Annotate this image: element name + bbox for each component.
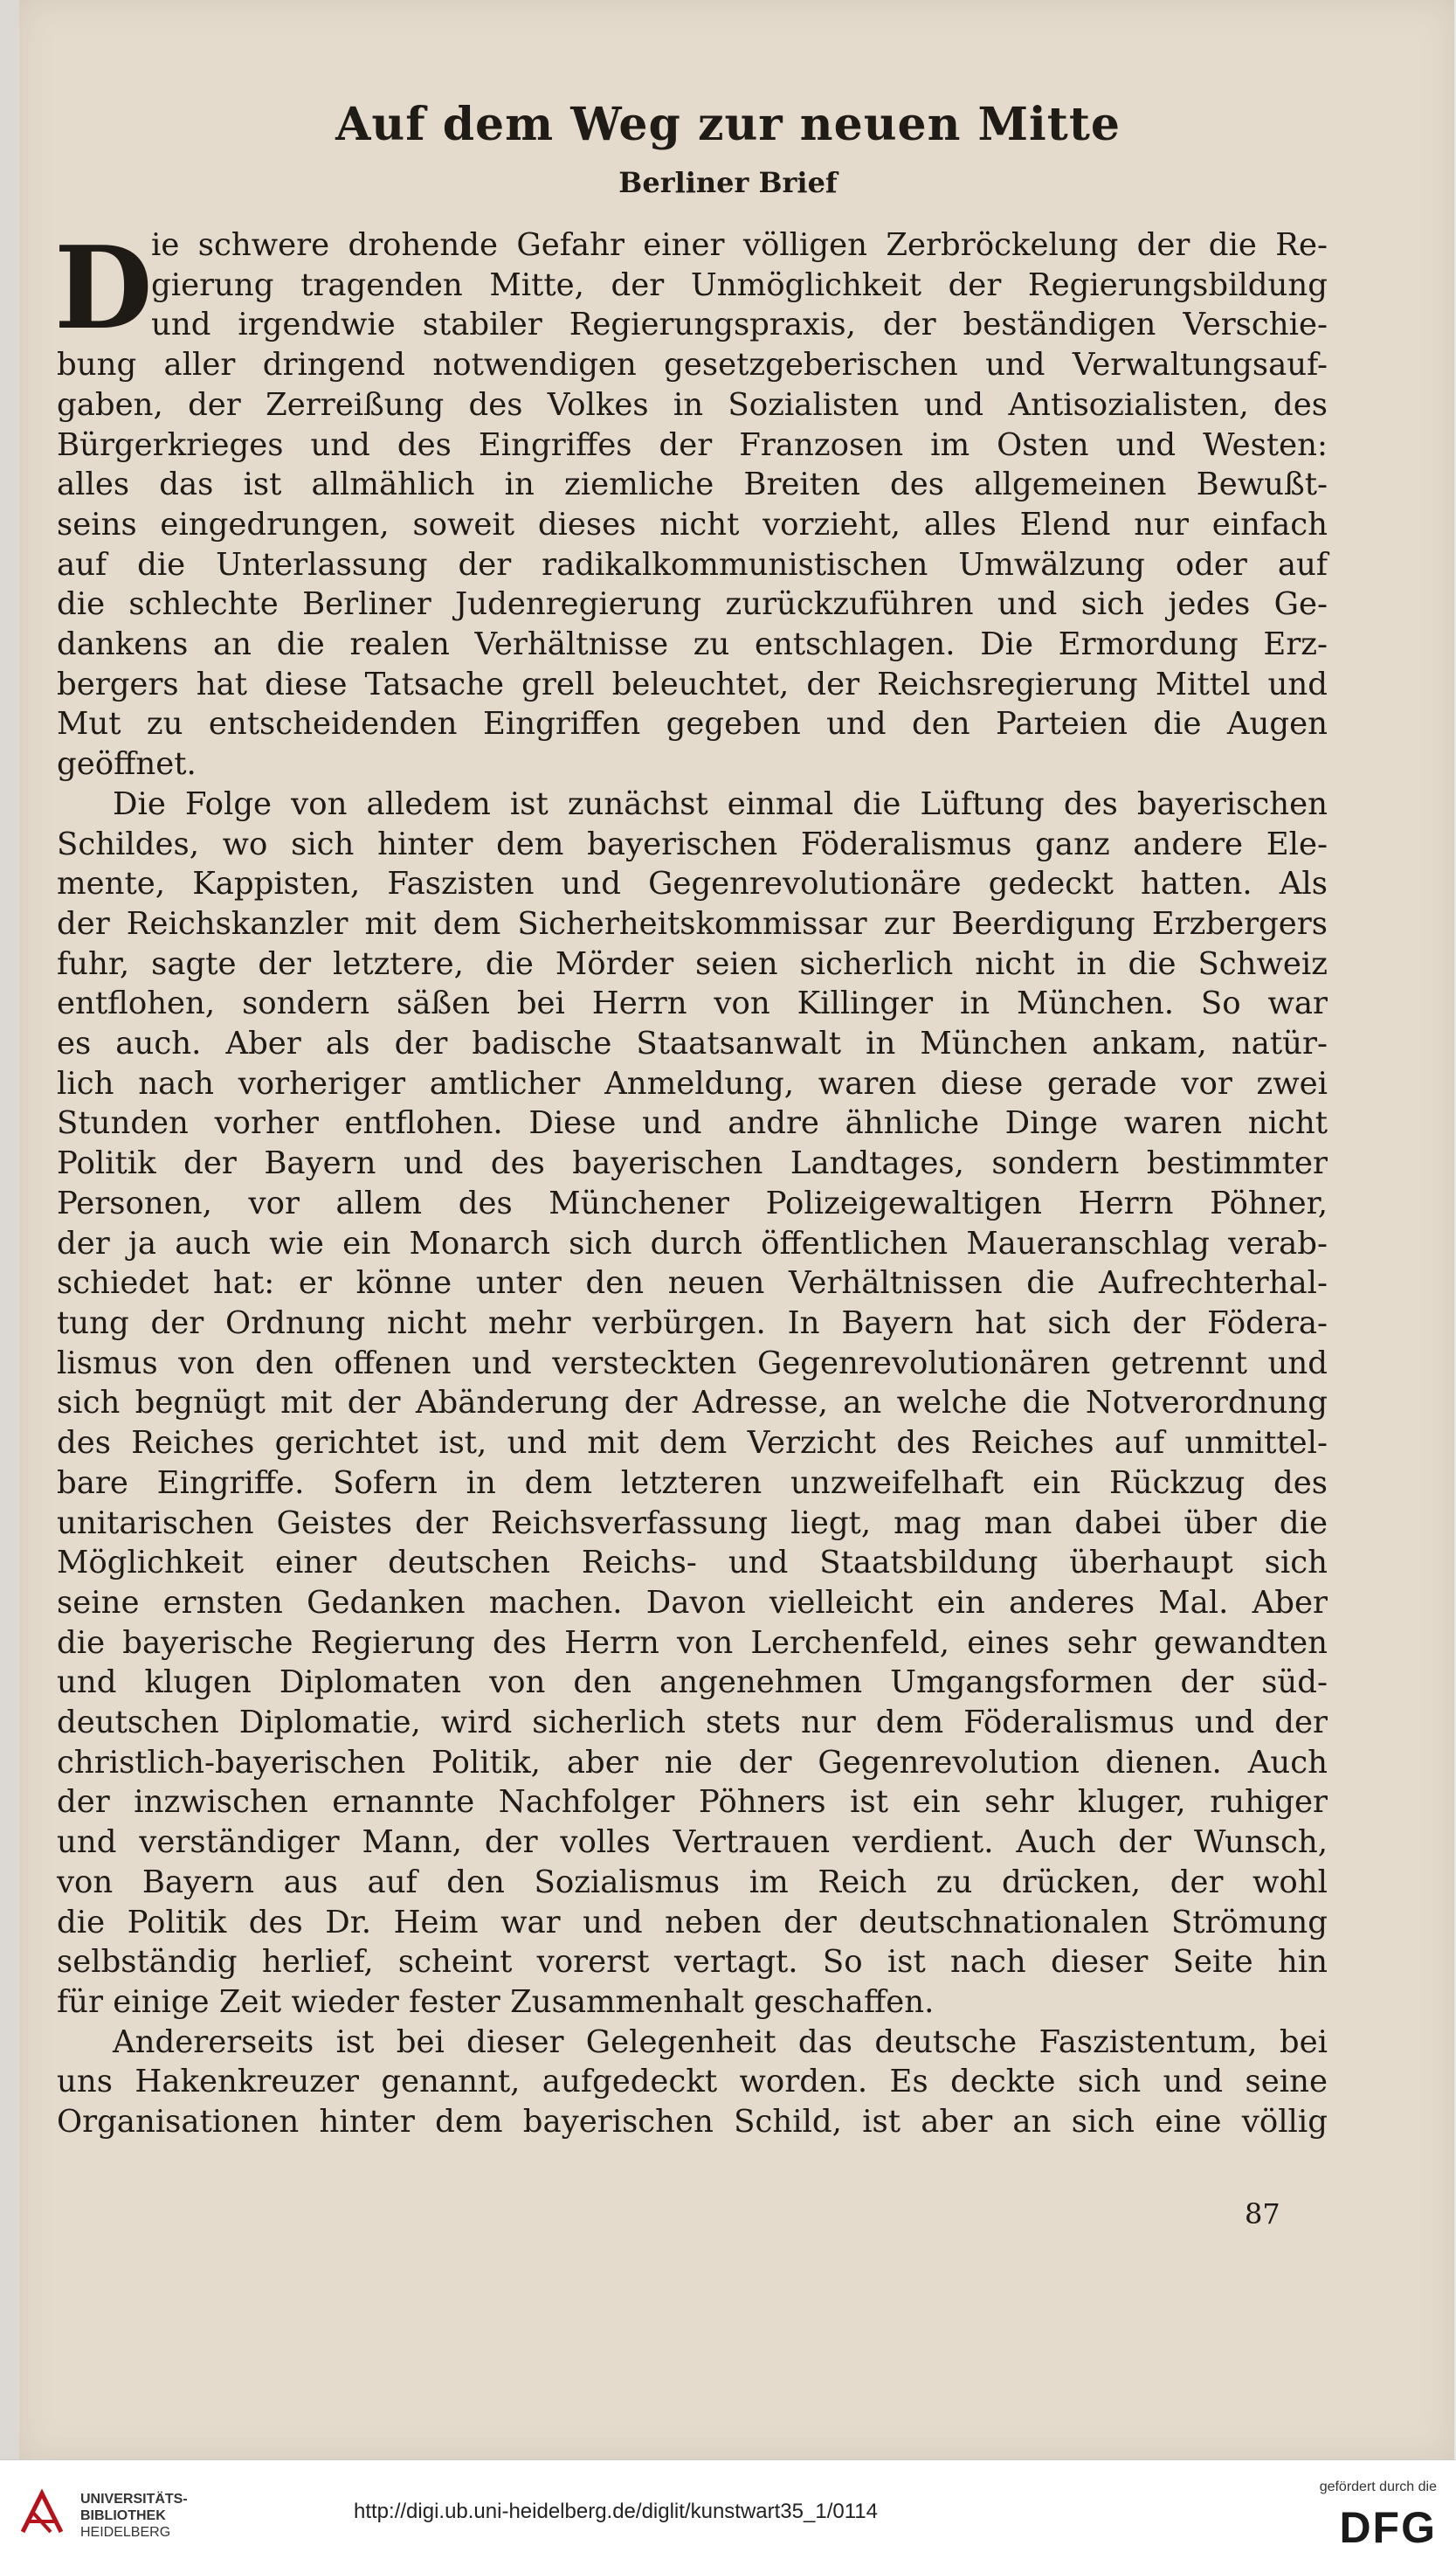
article-body (57, 225, 1328, 2142)
text-line: es auch. Aber als der badische Staatsanwalt in München ankam, natür- (57, 1026, 1328, 1062)
library-name (80, 2491, 188, 2541)
page-number: 87 (1245, 2197, 1280, 2231)
text-line: bung aller dringend notwendigen gesetzgeberischen und Verwaltungsauf- (57, 347, 1328, 384)
text-line: die schlechte Berliner Judenregierung zurückzuführen und sich jedes Ge- (57, 586, 1328, 623)
text-line: fuhr, sagte der letztere, die Mörder seien sicherlich nicht in die Schweiz (57, 945, 1328, 982)
text-line: auf die Unterlassung der radikalkommunistischen Umwälzung oder auf (57, 546, 1328, 583)
text-line: mente, Kappisten, Faszisten und Gegenrevolutionäre gedeckt hatten. Als (57, 866, 1328, 903)
text-line: und irgendwie stabiler Regierungspraxis, der beständigen Verschie- (151, 307, 1328, 343)
text-line: ie schwere drohende Gefahr einer völligen Zerbröckelung der die Re- (151, 227, 1328, 263)
text-line: geöffnet. (57, 746, 197, 783)
text-line: sich begnügt mit der Abänderung der Adresse, an welche die Notverordnung (57, 1385, 1328, 1421)
text-line: selbständig herlief, scheint vorerst vertagt. So ist nach dieser Seite hin (57, 1944, 1328, 1981)
university-library-logo-icon (16, 2486, 68, 2539)
text-line: deutschen Diplomatie, wird sicherlich stets nur dem Föderalismus und der (57, 1705, 1328, 1741)
text-line: christlich-bayerischen Politik, aber nie der Gegenrevolution dienen. Auch (57, 1744, 1328, 1781)
text-line: unitarischen Geistes der Reichsverfassung liegt, mag man dabei über die (57, 1504, 1328, 1541)
text-line: bergers hat diese Tatsache grell beleuchtet, der Reichsregierung Mittel und (57, 666, 1328, 702)
text-line: der ja auch wie ein Monarch sich durch öffentlichen Maueranschlag verab- (57, 1225, 1328, 1262)
article-title: Auf dem Weg zur neuen Mitte (335, 98, 1121, 151)
scan-edge (0, 0, 19, 2459)
text-line: des Reiches gerichtet ist, und mit dem Verzicht des Reiches auf unmittel- (57, 1425, 1328, 1462)
text-line: der Reichskanzler mit dem Sicherheitskommissar zur Beerdigung Erzbergers (57, 905, 1328, 942)
text-line: für einige Zeit wieder fester Zusammenhalt geschaffen. (57, 1983, 935, 2020)
text-line: gierung tragenden Mitte, der Unmöglichkeit der Regierungsbildung (151, 266, 1328, 303)
text-line: der inzwischen ernannte Nachfolger Pöhners ist ein sehr kluger, ruhiger (57, 1784, 1328, 1821)
text-line: entflohen, sondern säßen bei Herrn von Killinger in München. So war (57, 986, 1328, 1022)
drop-cap: D (54, 221, 153, 355)
text-line: seine ernsten Gedanken machen. Davon vielleicht ein anderes Mal. Aber (57, 1584, 1328, 1621)
text-line: dankens an die realen Verhältnisse zu entschlagen. Die Ermordung Erz- (57, 626, 1328, 663)
text-line: Organisationen hinter dem bayerischen Schild, ist aber an sich eine völlig (57, 2104, 1328, 2141)
text-line: tung der Ordnung nicht mehr verbürgen. In Bayern hat sich der Födera- (57, 1304, 1328, 1341)
text-line: gaben, der Zerreißung des Volkes in Sozialisten und Antisozialisten, des (57, 386, 1328, 423)
text-line: Mut zu entscheidenden Eingriffen gegeben und den Parteien die Augen (57, 706, 1328, 743)
text-line: und klugen Diplomaten von den angenehmen Umgangsformen der süd- (57, 1664, 1328, 1701)
text-line: Möglichkeit einer deutschen Reichs- und Staatsbildung überhaupt sich (57, 1545, 1328, 1581)
text-line: schiedet hat: er könne unter den neuen Verhältnissen die Aufrechterhal- (57, 1265, 1328, 1302)
viewer-footer (0, 2459, 1456, 2566)
text-line: die Politik des Dr. Heim war und neben der deutschnationalen Strömung (57, 1904, 1328, 1940)
library-name-line: UNIVERSITÄTS- (80, 2492, 188, 2507)
library-name-line: HEIDELBERG (80, 2525, 171, 2540)
text-line: Bürgerkrieges und des Eingriffes der Franzosen im Osten und Westen: (57, 426, 1328, 463)
funded-by-label: gefördert durch die (1319, 2480, 1437, 2494)
text-line: Andererseits ist bei dieser Gelegenheit das deutsche Faszistentum, bei (113, 2023, 1328, 2060)
text-line: Die Folge von alledem ist zunächst einmal die Lüftung des bayerischen (113, 785, 1328, 822)
permalink-link[interactable]: http://digi.ub.uni-heidelberg.de/diglit/kunstwart35_1/0114 (354, 2500, 878, 2523)
library-name-line: BIBLIOTHEK (80, 2508, 166, 2523)
text-line: Personen, vor allem des Münchener Polizeigewaltigen Herrn Pöhner, (57, 1185, 1328, 1221)
text-line: uns Hakenkreuzer genannt, aufgedeckt worden. Es deckte sich und seine (57, 2064, 1328, 2100)
text-line: Schildes, wo sich hinter dem bayerischen Föderalismus ganz andere Ele- (57, 826, 1328, 862)
text-line: die bayerische Regierung des Herrn von Lerchenfeld, eines sehr gewandten (57, 1624, 1328, 1661)
text-line: Politik der Bayern und des bayerischen Landtages, sondern bestimmter (57, 1145, 1328, 1182)
text-line: lich nach vorheriger amtlicher Anmeldung, waren diese gerade vor zwei (57, 1065, 1328, 1102)
dfg-logo: DFG (1339, 2503, 1437, 2552)
text-line: und verständiger Mann, der volles Vertrauen verdient. Auch der Wunsch, (57, 1824, 1328, 1861)
text-line: lismus von den offenen und versteckten Gegenrevolutionären getrennt und (57, 1345, 1328, 1381)
text-line: seins eingedrungen, soweit dieses nicht vorzieht, alles Elend nur einfach (57, 506, 1328, 543)
text-line: bare Eingriffe. Sofern in dem letzteren unzweifelhaft ein Rückzug des (57, 1464, 1328, 1501)
article-subtitle: Berliner Brief (618, 166, 838, 199)
text-line: Stunden vorher entflohen. Diese und andre ähnliche Dinge waren nicht (57, 1105, 1328, 1142)
text-line: alles das ist allmählich in ziemliche Breiten des allgemeinen Bewußt- (57, 467, 1328, 503)
text-line: von Bayern aus auf den Sozialismus im Reich zu drücken, der wohl (57, 1864, 1328, 1900)
